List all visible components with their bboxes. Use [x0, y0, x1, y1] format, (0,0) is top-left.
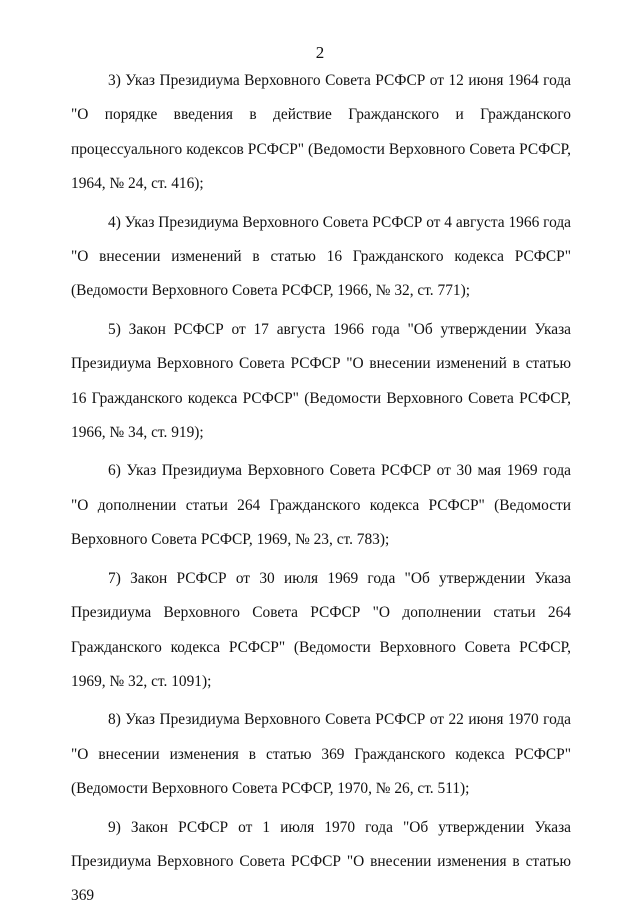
list-item-8: 8) Указ Президиума Верховного Совета РСФСР от 22 июня 1970 года "О внесении изменения в статью 369 Гражданского кодекса РСФСР" (Ведомости Верховного Совета РСФСР, 1970, № 26, ст. 511); — [71, 711, 571, 798]
list-item-4: 4) Указ Президиума Верховного Совета РСФСР от 4 августа 1966 года "О внесении изменений в статью 16 Гражданского кодекса РСФСР" (Ведомости Верховного Совета РСФСР, 1966, № 32, ст. 771); — [71, 213, 571, 300]
list-item-3: 3) Указ Президиума Верховного Совета РСФСР от 12 июня 1964 года "О порядке введения в действие Гражданского и Гражданского процессуального кодексов РСФСР" (Ведомости Верховного Совета РСФСР, 1964, № 24, ст. 416); — [71, 72, 571, 193]
document-body — [71, 64, 571, 918]
list-item-5: 5) Закон РСФСР от 17 августа 1966 года "Об утверждении Указа Президиума Верховного Совета РСФСР "О внесении изменений в статью 16 Гражданского кодекса РСФСР" (Ведомости Верховного Совета РСФСР, 1966, № 34, ст. 919); — [71, 320, 571, 442]
page-number: 2 — [315, 43, 325, 62]
list-item-7: 7) Закон РСФСР от 30 июля 1969 года "Об утверждении Указа Президиума Верховного Совета РСФСР "О дополнении статьи 264 Гражданского кодекса РСФСР" (Ведомости Верховного Совета РСФСР, 1969, № 32, ст. 1091); — [71, 569, 571, 690]
list-item-9: 9) Закон РСФСР от 1 июля 1970 года "Об утверждении Указа Президиума Верховного Совета РСФСР "О внесении изменения в статью 369 — [71, 818, 571, 905]
list-item-6: 6) Указ Президиума Верховного Совета РСФСР от 30 мая 1969 года "О дополнении статьи 264 Гражданского кодекса РСФСР" (Ведомости Верховного Совета РСФСР, 1969, № 23, ст. 783); — [71, 462, 571, 549]
